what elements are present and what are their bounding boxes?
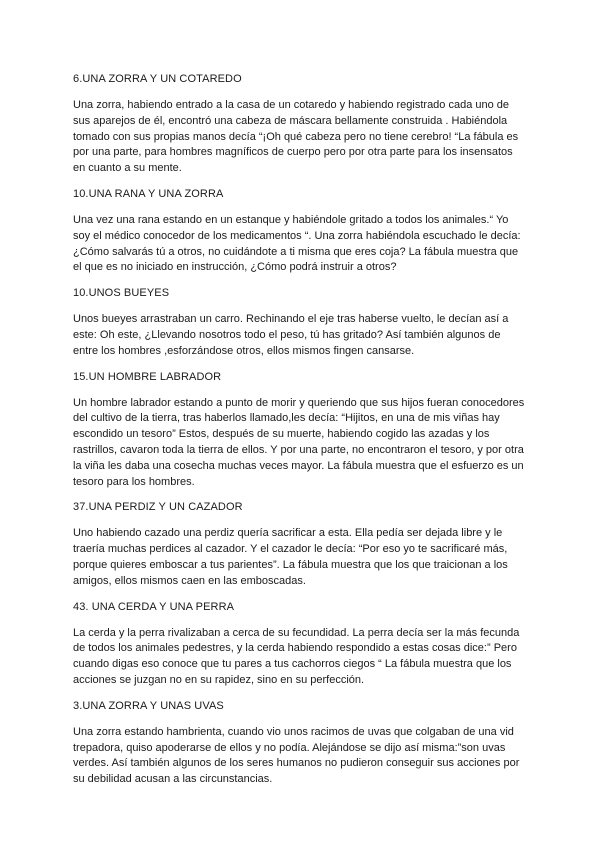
text-line: Una zorra, habiendo entrado a la casa de un cotaredo y habiendo registrado cada uno de [73, 99, 510, 111]
text-line: soy el médico conocedor de los medicamentos “. Una zorra habiéndola escuchado le decía: [73, 229, 521, 242]
text-line: trepadora, quiso apoderarse de ellos y no podía. Alejándose se dijo así misma:”son uvas [73, 741, 506, 754]
text-line: porque quieres emboscar a tus parientes”. La fábula muestra que los que traicionan a los [73, 558, 508, 571]
fable-text [73, 396, 531, 491]
fable-section [73, 286, 531, 359]
text-line: La cerda y la perra rivalizaban a cerca de su fecundidad. La perra decía ser la más fecunda [73, 626, 520, 639]
fable-title: 3.UNA ZORRA Y UNAS UVAS [73, 699, 224, 712]
text-line: traería muchas perdices al cazador. Y el cazador le decía: “Por eso yo te sacrificaré más, [73, 543, 508, 556]
text-line: sus aparejos de él, encontró una cabeza de máscara bellamente construida . Habiéndola [73, 114, 508, 127]
fable-title: 6.UNA ZORRA Y UN COTAREDO [73, 73, 242, 85]
text-line: amigos, ellos mismos caen en las emboscadas. [73, 574, 306, 587]
text-line: este: Oh este, ¿Llevando nosotros todo el peso, tú has gritado? Así también algunos de [73, 328, 501, 341]
text-line: verdes. Así también algunos de los seres humanos no pudieron conseguir sus acciones por [73, 757, 520, 770]
fable-section [73, 600, 531, 689]
text-line: Unos bueyes arrastraban un carro. Rechinando el eje tras haberse vuelto, le decían así a [73, 313, 509, 326]
document-page [73, 72, 531, 798]
text-line: la viña les daba una cosecha muchas veces mayor. La fábula muestra que el esfuerzo es un [73, 459, 524, 472]
text-line: del cultivo de la tierra, tras haberlos llamado,les decía: “Hijitos, en una de mis viñas hay [73, 412, 500, 425]
fable-text [73, 526, 531, 589]
fable-text [73, 312, 531, 359]
text-line: ¿Cómo salvarás tú a otros, no cuidándote a ti misma que eres coja? La fábula muestra que [73, 245, 519, 258]
fable-title: 15.UN HOMBRE LABRADOR [73, 370, 222, 383]
text-line: su debilidad acusan a las circunstancias. [73, 773, 273, 786]
fable-text [73, 213, 531, 276]
text-line: Un hombre labrador estando a punto de morir y queriendo que sus hijos fueran conocedores [73, 396, 525, 409]
text-line: tesoro para los hombres. [73, 475, 195, 488]
fable-section [73, 370, 531, 491]
text-line: el que es no iniciado en instrucción, ¿Cómo podrá instruir a otros? [73, 261, 397, 274]
text-line: Una zorra estando hambrienta, cuando vio unos racimos de uvas que colgaban de una vid [73, 725, 514, 738]
fable-section [73, 72, 531, 177]
fable-text [73, 98, 531, 177]
fable-title: 10.UNOS BUEYES [73, 287, 170, 300]
fable-title: 10.UNA RANA Y UNA ZORRA [73, 187, 224, 200]
text-line: en cuanto a su mente. [73, 162, 182, 175]
text-line: por una parte, para hombres magníficos de cuerpo pero por otra parte para los insensatos [73, 146, 513, 159]
text-line: entre los hombres ,esforzándose otros, ellos mismos fingen cansarse. [73, 344, 415, 357]
text-line: de todos los animales pedestres, y la cerda habiendo respondido a estas cosas dice:” Pero [73, 642, 517, 655]
text-line: tomado con sus propias manos decía “¡Oh qué cabeza pero no tiene cerebro! “La fábula es [73, 130, 519, 143]
fable-section [73, 500, 531, 589]
text-line: cuando digas eso conoce que tu pares a tus cachorros ciegos “ La fábula muestra que los [73, 658, 512, 671]
text-line: Una vez una rana estando en un estanque y habiéndole gritado a todos los animales.“ Yo [73, 213, 509, 226]
fable-text [73, 725, 531, 788]
fable-section [73, 187, 531, 276]
fable-section [73, 699, 531, 788]
text-line: rastrillos, cavaron toda la tierra de ellos. Y por una parte, no encontraron el tesoro, y por otra [73, 443, 524, 456]
text-line: acciones se juzgan no en su rapidez, sino en su perfección. [73, 673, 365, 686]
fable-title: 43. UNA CERDA Y UNA PERRA [73, 600, 235, 613]
fable-title: 37.UNA PERDIZ Y UN CAZADOR [73, 501, 243, 514]
text-line: Uno habiendo cazado una perdiz quería sacrificar a esta. Ella pedía ser dejada libre y le [73, 527, 503, 540]
fable-text [73, 626, 531, 689]
text-line: escondido un tesoro” Estos, después de su muerte, habiendo cogido las azadas y los [73, 428, 490, 441]
